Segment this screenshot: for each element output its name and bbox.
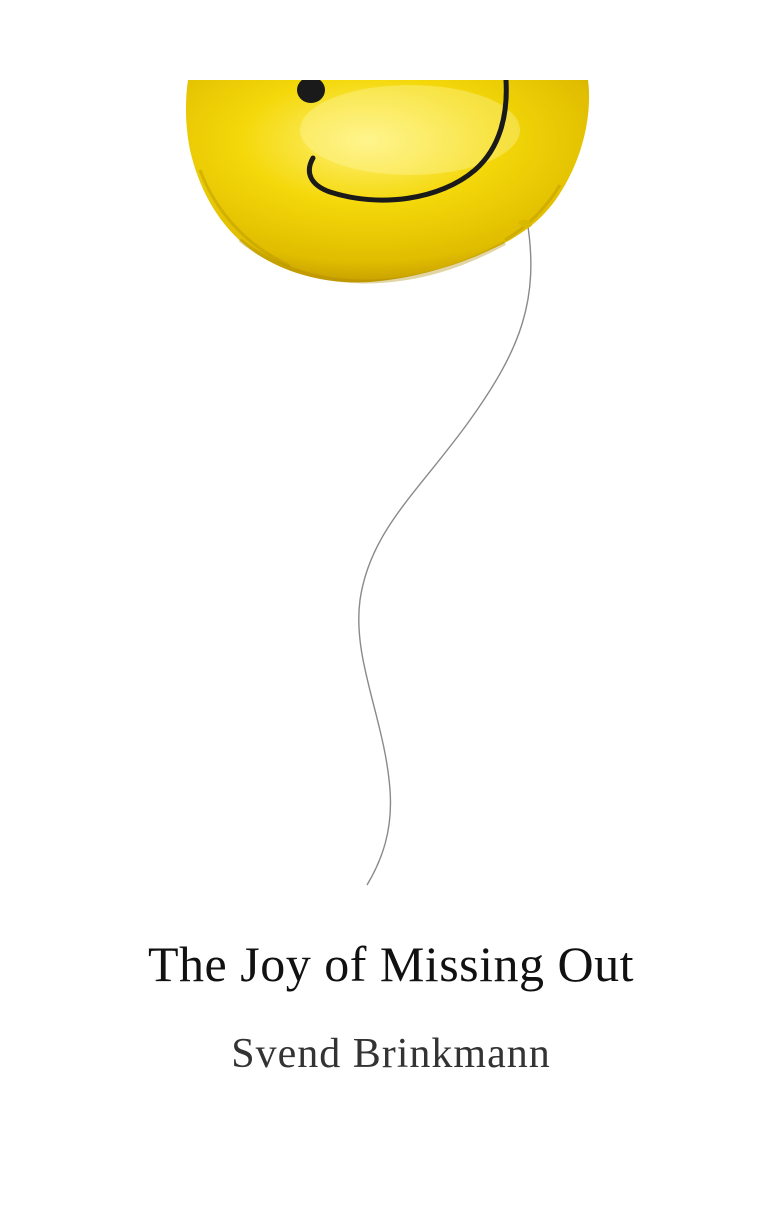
smiley-balloon: [186, 77, 589, 282]
balloon-string: [359, 220, 531, 885]
book-author: Svend Brinkmann: [231, 1031, 551, 1077]
balloon-eye-icon: [297, 77, 325, 103]
book-title: The Joy of Missing Out: [148, 936, 634, 992]
